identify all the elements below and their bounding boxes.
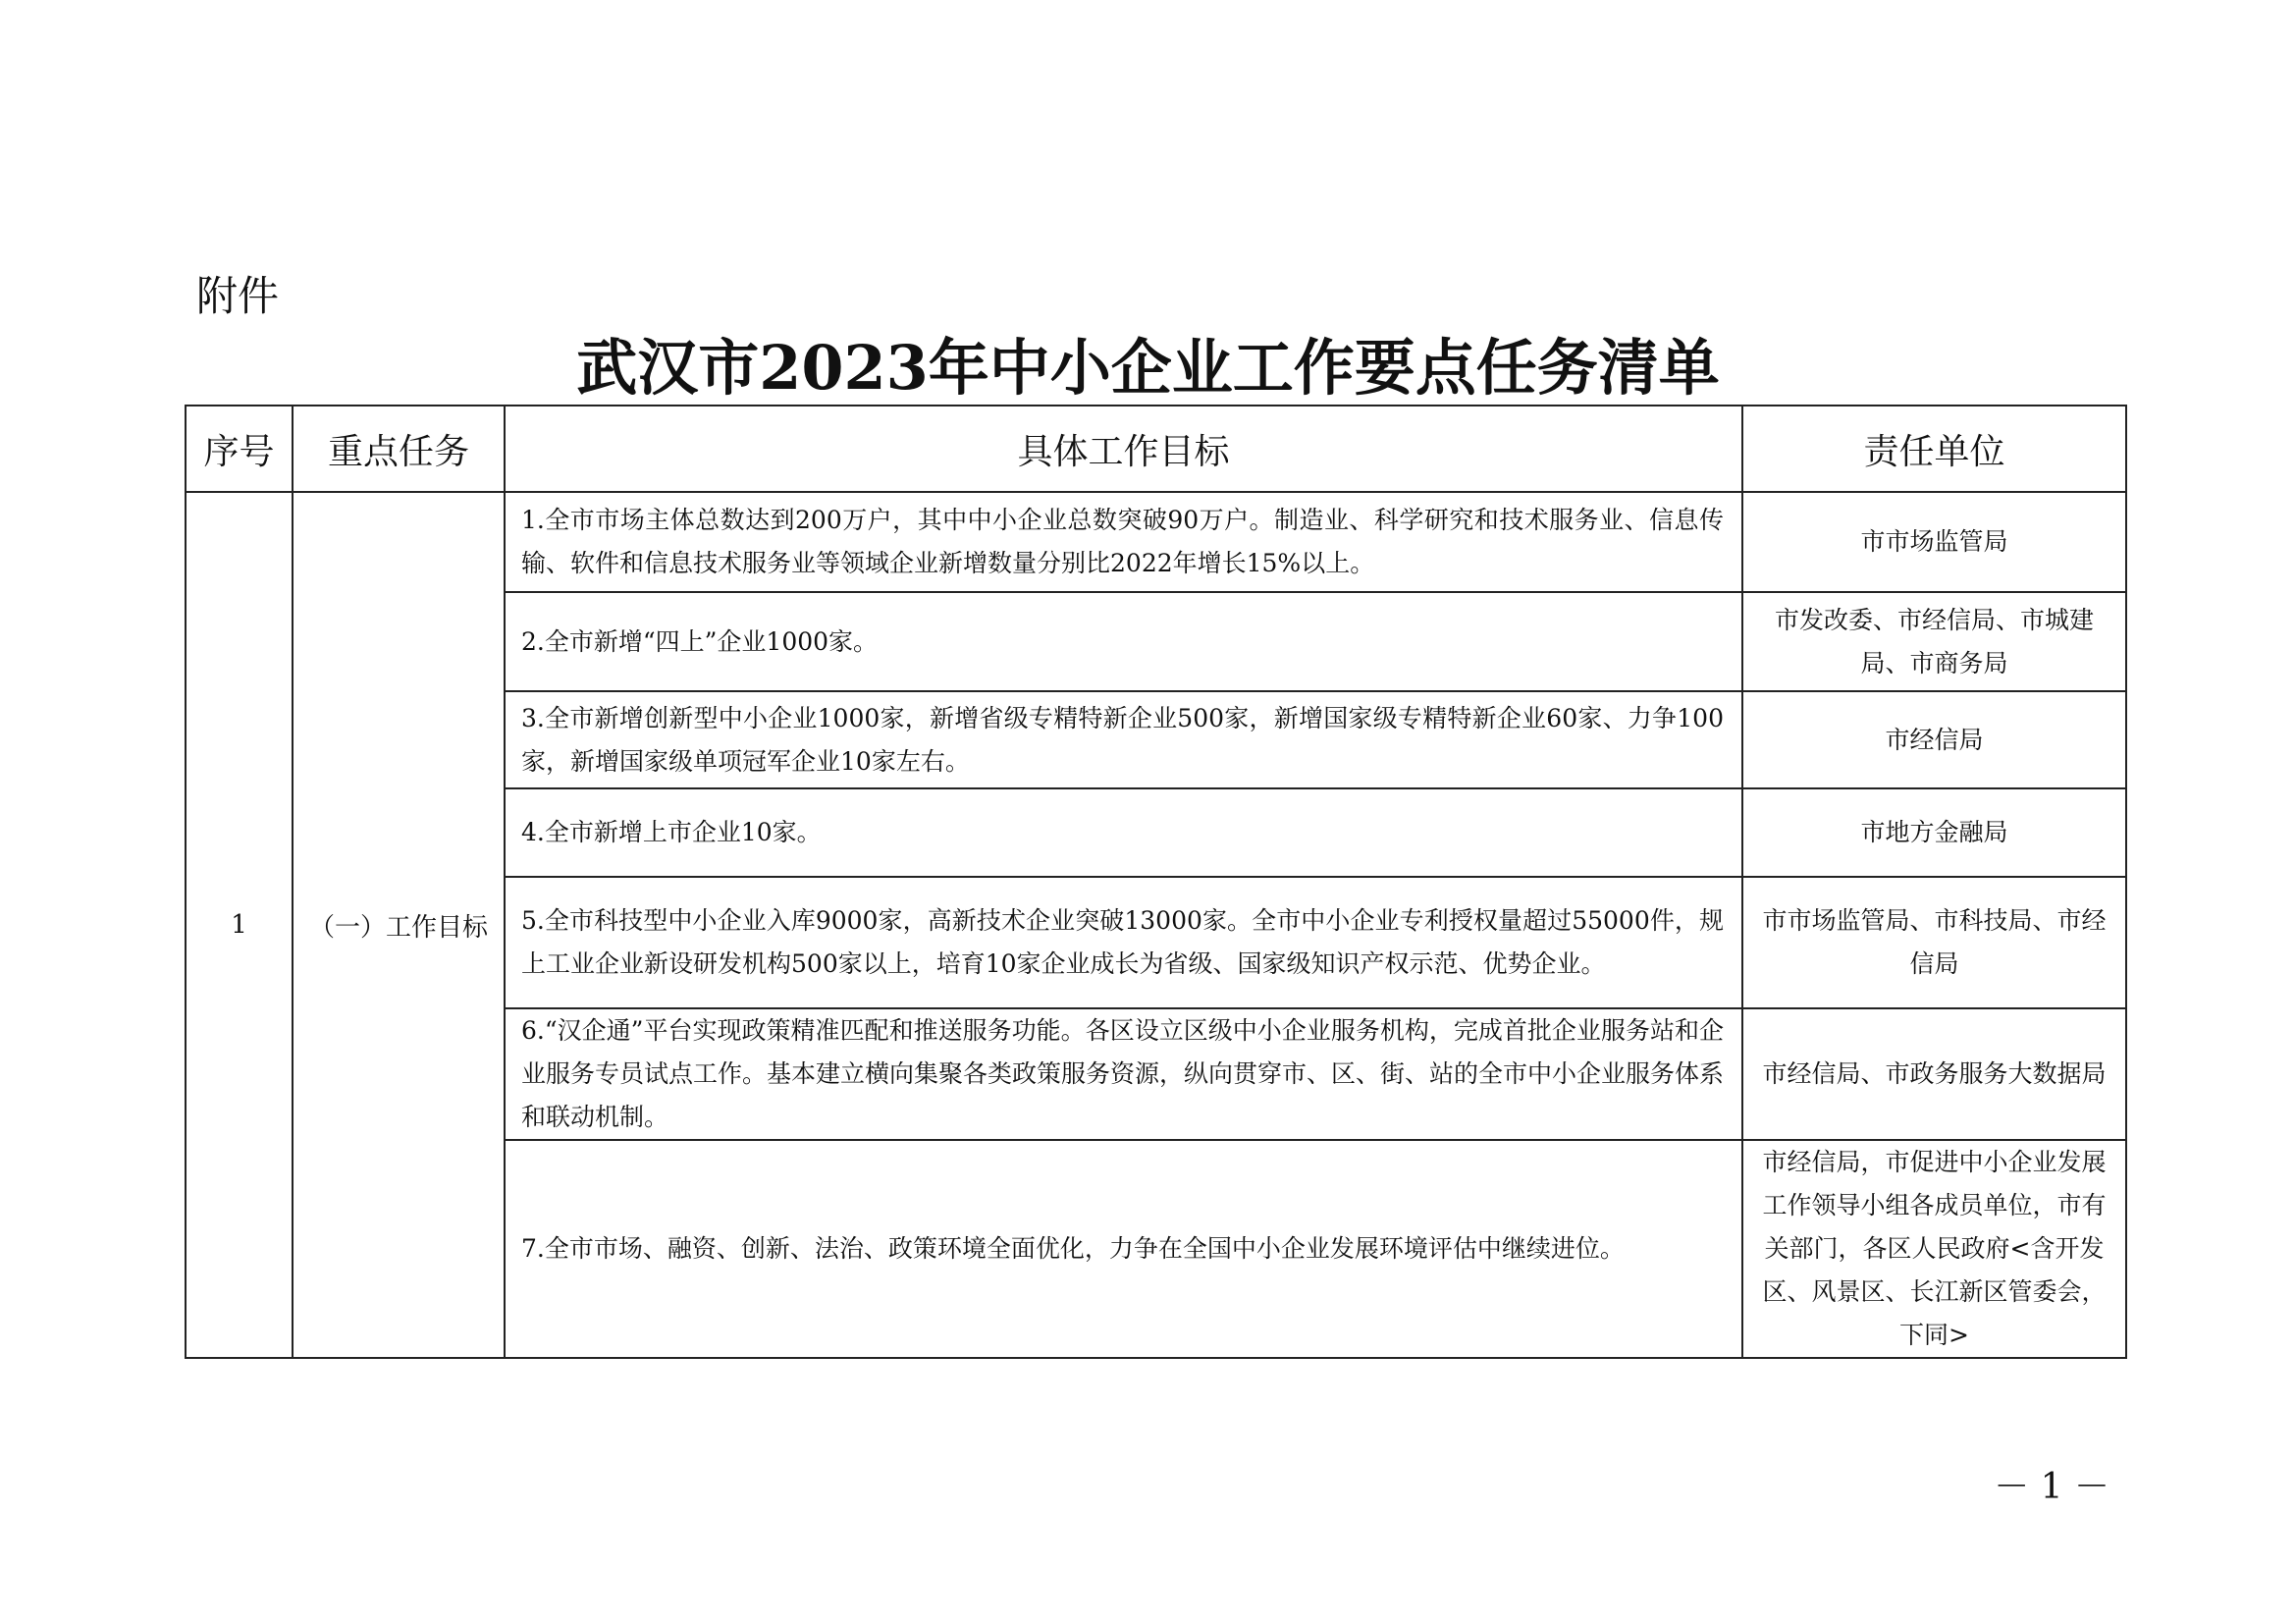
unit-cell: 市经信局、市政务服务大数据局	[1742, 1008, 2126, 1140]
task-table	[185, 405, 2127, 1359]
header-unit: 责任单位	[1742, 406, 2126, 492]
goal-cell: 1.全市市场主体总数达到200万户，其中中小企业总数突破90万户。制造业、科学研究和技术服务业、信息传输、软件和信息技术服务业等领域企业新增数量分别比2022年增长15%以上。	[505, 492, 1742, 592]
task-cell: （一）工作目标	[293, 492, 505, 1358]
seq-cell: 1	[186, 492, 293, 1358]
goal-cell: 5.全市科技型中小企业入库9000家，高新技术企业突破13000家。全市中小企业专利授权量超过55000件，规上工业企业新设研发机构500家以上，培育10家企业成长为省级、国家级知识产权示范、优势企业。	[505, 877, 1742, 1008]
attachment-label: 附件	[196, 272, 280, 320]
unit-cell: 市发改委、市经信局、市城建局、市商务局	[1742, 592, 2126, 691]
goal-cell: 4.全市新增上市企业10家。	[505, 788, 1742, 877]
page-number: － 1 －	[1994, 1467, 2109, 1507]
table-header-row	[186, 406, 2126, 492]
header-goal: 具体工作目标	[505, 406, 1742, 492]
unit-cell: 市地方金融局	[1742, 788, 2126, 877]
goal-cell: 7.全市市场、融资、创新、法治、政策环境全面优化，力争在全国中小企业发展环境评估中继续进位。	[505, 1140, 1742, 1358]
goal-cell: 2.全市新增“四上”企业1000家。	[505, 592, 1742, 691]
goal-cell: 3.全市新增创新型中小企业1000家，新增省级专精特新企业500家，新增国家级专精特新企业60家、力争100家，新增国家级单项冠军企业10家左右。	[505, 691, 1742, 788]
unit-cell: 市市场监管局	[1742, 492, 2126, 592]
unit-cell: 市经信局，市促进中小企业发展工作领导小组各成员单位，市有关部门，各区人民政府<含开发区、风景区、长江新区管委会，下同>	[1742, 1140, 2126, 1358]
table-row	[186, 492, 2126, 592]
header-seq: 序号	[186, 406, 293, 492]
document-title: 武汉市2023年中小企业工作要点任务清单	[576, 332, 1720, 404]
unit-cell: 市经信局	[1742, 691, 2126, 788]
header-task: 重点任务	[293, 406, 505, 492]
goal-cell: 6.“汉企通”平台实现政策精准匹配和推送服务功能。各区设立区级中小企业服务机构，完成首批企业服务站和企业服务专员试点工作。基本建立横向集聚各类政策服务资源，纵向贯穿市、区、街、站的全市中小企业服务体系和联动机制。	[505, 1008, 1742, 1140]
unit-cell: 市市场监管局、市科技局、市经信局	[1742, 877, 2126, 1008]
